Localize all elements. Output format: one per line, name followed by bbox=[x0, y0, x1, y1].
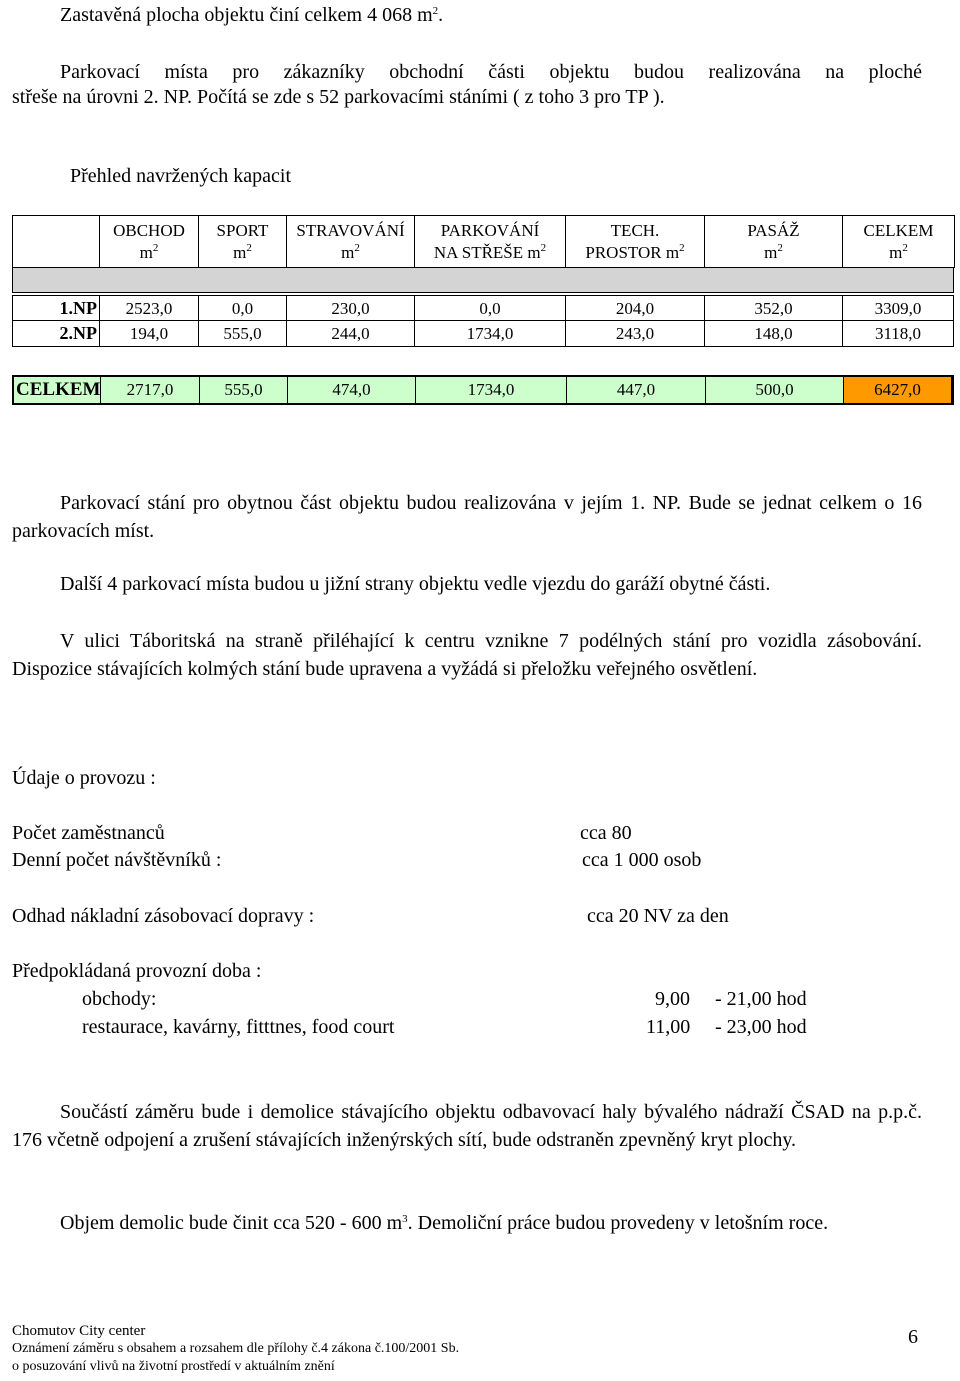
hours-label: Předpokládaná provozní doba : bbox=[12, 960, 262, 982]
parking-south-paragraph: Další 4 parkovací místa budou u jižní strany objektu vedle vjezdu do garáží obytné části. bbox=[60, 573, 771, 595]
employees-value: cca 80 bbox=[580, 822, 632, 844]
total-stravovani: 474,0 bbox=[288, 377, 416, 403]
cell-parkovani: 1734,0 bbox=[415, 321, 566, 346]
freight-value: cca 20 NV za den bbox=[587, 905, 729, 927]
cell-celkem: 3118,0 bbox=[843, 321, 954, 346]
footer-line3: o posuzování vlivů na životní prostředí v aktuálním znění bbox=[12, 1359, 335, 1374]
freight-label: Odhad nákladní zásobovací dopravy : bbox=[12, 905, 315, 927]
header-stravovani: STRAVOVÁNÍ $m^2$ bbox=[287, 216, 415, 268]
footer-project: Chomutov City center bbox=[12, 1323, 146, 1339]
header-tech-prostor: TECH. PROSTOR $m^2$ bbox=[566, 216, 705, 268]
cell-stravovani: 230,0 bbox=[287, 296, 415, 321]
visitors-value: cca 1 000 osob bbox=[582, 849, 702, 871]
employees-label: Počet zaměstnanců bbox=[12, 822, 165, 844]
shops-from: 9,00 bbox=[655, 988, 690, 1010]
food-label: restaurace, kavárny, fitttnes, food court bbox=[82, 1016, 395, 1038]
table-total-row bbox=[12, 375, 954, 405]
cell-obchod: 2523,0 bbox=[100, 296, 199, 321]
table-header-row bbox=[12, 215, 955, 268]
built-area-text: Zastavěná plocha objektu činí celkem 4 068 $m^2$. bbox=[60, 4, 444, 26]
total-parkovani: 1734,0 bbox=[416, 377, 567, 403]
grand-total-cell: 6427,0 bbox=[844, 377, 952, 403]
demolition-volume-paragraph: Objem demolic bude činit cca 520 - 600 $m^3$. Demoliční práce budou provedeny v letošním roce. bbox=[60, 1212, 829, 1234]
cell-obchod: 194,0 bbox=[100, 321, 199, 346]
footer-line2: Oznámení záměru s obsahem a rozsahem dle přílohy č.4 zákona č.100/2001 Sb. bbox=[12, 1341, 460, 1356]
row-label: 2.NP bbox=[13, 321, 100, 346]
table-row bbox=[12, 321, 954, 347]
header-celkem: CELKEM $m^2$ bbox=[843, 216, 955, 268]
header-empty-cell bbox=[13, 216, 100, 268]
demolition-paragraph: Součástí záměru bude i demolice stávajícího objektu odbavovací haly bývalého nádraží ČSAD na p.p.č. 176 včetně odpojení a zrušení stávajících inženýrských sítí, bude odstraněn zpevněný kryt plochy. bbox=[12, 1101, 922, 1151]
total-pasaz: 500,0 bbox=[706, 377, 844, 403]
cell-pasaz: 352,0 bbox=[705, 296, 843, 321]
total-label: CELKEM bbox=[14, 377, 101, 403]
table-title: Přehled navržených kapacit bbox=[70, 165, 292, 187]
shops-to: - 21,00 hod bbox=[715, 988, 807, 1010]
header-parkovani: PARKOVÁNÍ NA STŘEŠE $m^2$ bbox=[415, 216, 566, 268]
header-obchod: OBCHOD $m^2$ bbox=[100, 216, 199, 268]
parking-residential-paragraph: Parkovací stání pro obytnou část objektu budou realizována v jejím 1. NP. Bude se jednat celkem o 16 parkovacích míst. bbox=[12, 492, 922, 542]
parking-roof-line1: Parkovací místa pro zákazníky obchodní části objektu budou realizována na ploché bbox=[60, 61, 922, 83]
total-sport: 555,0 bbox=[200, 377, 288, 403]
header-pasaz: PASÁŽ $m^2$ bbox=[705, 216, 843, 268]
cell-tech-prostor: 204,0 bbox=[566, 296, 705, 321]
page-number: 6 bbox=[908, 1326, 918, 1348]
cell-pasaz: 148,0 bbox=[705, 321, 843, 346]
table-separator-band bbox=[12, 267, 954, 293]
parking-roof-line2: střeše na úrovni 2. NP. Počítá se zde s 52 parkovacími stáními ( z toho 3 pro TP ). bbox=[12, 86, 665, 108]
total-obchod: 2717,0 bbox=[101, 377, 200, 403]
table-row bbox=[12, 295, 954, 321]
operation-heading: Údaje o provozu : bbox=[12, 767, 156, 789]
total-tech-prostor: 447,0 bbox=[567, 377, 706, 403]
cell-celkem: 3309,0 bbox=[843, 296, 954, 321]
cell-sport: 555,0 bbox=[199, 321, 287, 346]
cell-parkovani: 0,0 bbox=[415, 296, 566, 321]
parking-street-paragraph: V ulici Táboritská na straně přiléhající k centru vznikne 7 podélných stání pro vozidla zásobování. Dispozice stávajících kolmých stání bude upravena a vyžádá si přeložku veřejného osvětlení. bbox=[12, 630, 922, 680]
row-label: 1.NP bbox=[13, 296, 100, 321]
header-sport: SPORT $m^2$ bbox=[199, 216, 287, 268]
cell-sport: 0,0 bbox=[199, 296, 287, 321]
cell-tech-prostor: 243,0 bbox=[566, 321, 705, 346]
cell-stravovani: 244,0 bbox=[287, 321, 415, 346]
visitors-label: Denní počet návštěvníků : bbox=[12, 849, 222, 871]
food-from: 11,00 bbox=[646, 1016, 691, 1038]
shops-label: obchody: bbox=[82, 988, 157, 1010]
food-to: - 23,00 hod bbox=[715, 1016, 807, 1038]
